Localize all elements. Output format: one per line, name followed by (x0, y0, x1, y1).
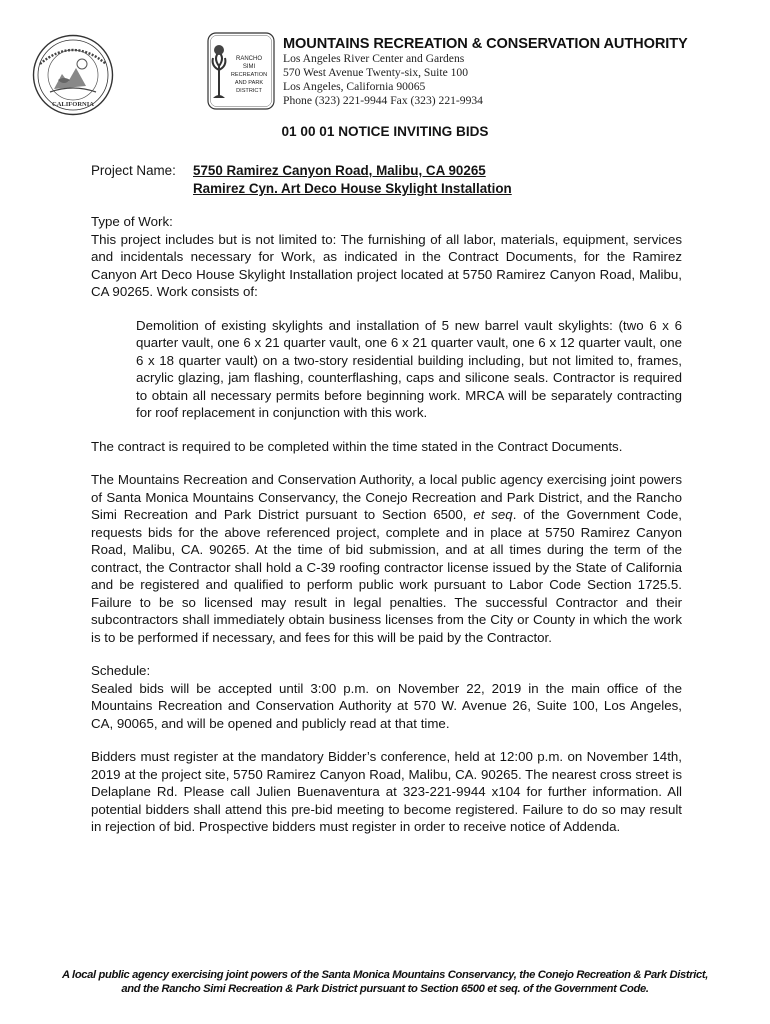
completion-paragraph: The contract is required to be completed within the time stated in the Contract Documents. (91, 438, 623, 454)
type-of-work-text: This project includes but is not limited to: The furnishing of all labor, materials, equipment, services and incidentals necessary for Work, as indicated in the Contract Documents, for the Ramirez Canyon Art Deco House Skylight Installation project located at 5750 Ramirez Canyon Road, Malibu, CA 90265. Work consists of: (91, 231, 682, 299)
page-footer (0, 968, 770, 996)
rancho-line-1: RANCHO (235, 56, 263, 62)
organization-name: MOUNTAINS RECREATION & CONSERVATION AUTHORITY (283, 36, 688, 52)
footer-line-2: and the Rancho Simi Recreation & Park District pursuant to Section 6500 et seq. of the Government Code. (121, 983, 649, 995)
authority-paragraph (91, 471, 682, 646)
project-name-block (91, 162, 512, 198)
address-line-1: Los Angeles River Center and Gardens (283, 52, 465, 65)
schedule-heading: Schedule: (91, 663, 151, 678)
authority-text-part-1: The Mountains Recreation and Conservation Authority, a local public agency exercising joint powers of Santa Monica Mountains Conservancy, the Conejo Recreation and Park District, and the Rancho Simi Recreation and Park District pursuant to Section 6500, (91, 472, 682, 522)
footer-line-1: A local public agency exercising joint powers of the Santa Monica Mountains Conservancy, the Conejo Recreation & Park District, (61, 969, 709, 981)
project-address: 5750 Ramirez Canyon Road, Malibu, CA 90265 (193, 163, 486, 178)
type-of-work-heading: Type of Work: (91, 214, 173, 229)
california-seal-logo (32, 34, 114, 116)
phone-fax-line: Phone (323) 221-9944 Fax (323) 221-9934 (283, 94, 483, 107)
document-title: 01 00 01 NOTICE INVITING BIDS (281, 124, 489, 139)
bidders-conference-paragraph: Bidders must register at the mandatory Bidder’s conference, held at 12:00 p.m. on November 14th, 2019 at the project site, 5750 Ramirez Canyon Road, Malibu, CA. 90265. The nearest cross street is Delaplane Rd. Please call Julien Buenaventura at 323-221-9944 x104 for further information. All potential bidders shall attend this pre-bid meeting to become registered. Failure to do so may result in rejection of bid. Prospective bidders must register in order to receive notice of Addenda. (91, 749, 682, 834)
authority-text-italic: et seq (473, 507, 513, 522)
project-name-label: Project Name: (91, 163, 176, 178)
rancho-simi-logo (207, 32, 275, 110)
schedule-text: Sealed bids will be accepted until 3:00 p.m. on November 22, 2019 in the main office of the Mountains Recreation and Conservation Authority at 570 W. Avenue 26, Suite 100, Los Angeles, CA, 90065, and will be opened and publicly read at that time. (91, 680, 682, 731)
address-line-2: 570 West Avenue Twenty-six, Suite 100 (283, 66, 469, 79)
address-line-3: Los Angeles, California 90065 (283, 80, 426, 93)
rancho-line-3: RECREATION (230, 72, 268, 78)
type-of-work-section (91, 213, 682, 301)
document-body (91, 213, 682, 852)
authority-text-part-2: . of the Government Code, requests bids for the above referenced project, complete and in place at 5750 Ramirez Canyon Road, Malibu, CA. 90265. At the time of bid submission, and at all times during the term of the contract, the Contractor shall hold a C-39 roofing contractor license issued by the State of California and be registered and qualified to perform public work pursuant to Labor Code Section 1725.5. Failure to be so licensed may result in legal penalties. The successful Contractor and their subcontractors shall immediately obtain business licenses from the City or County in which the work is to be performed if necessary, and fees for this will be paid by the Contractor. (91, 507, 682, 645)
schedule-section (91, 662, 682, 732)
scope-of-work-paragraph: Demolition of existing skylights and installation of 5 new barrel vault skylights: (two 6 x 6 quarter vault, one 6 x 21 quarter vault, one 6 x 21 quarter vault, one 6 x 12 quarter vault, one 6 x 18 quarter vault) on a two-story residential building including, but not limited to, frames, acrylic glazing, jam flashing, counterflashing, caps and silicone seals. Contractor is required to obtain all necessary permits before beginning work. MRCA will be separately contracting for roof replacement in conjunction with this work. (136, 317, 682, 420)
rancho-line-2: SIMI (242, 64, 256, 70)
organization-header (283, 36, 743, 108)
seal-label: CALIFORNIA (52, 101, 94, 108)
rancho-line-5: DISTRICT (236, 88, 262, 94)
rancho-line-4: AND PARK (234, 80, 264, 86)
project-title: Ramirez Cyn. Art Deco House Skylight Installation (193, 181, 512, 196)
